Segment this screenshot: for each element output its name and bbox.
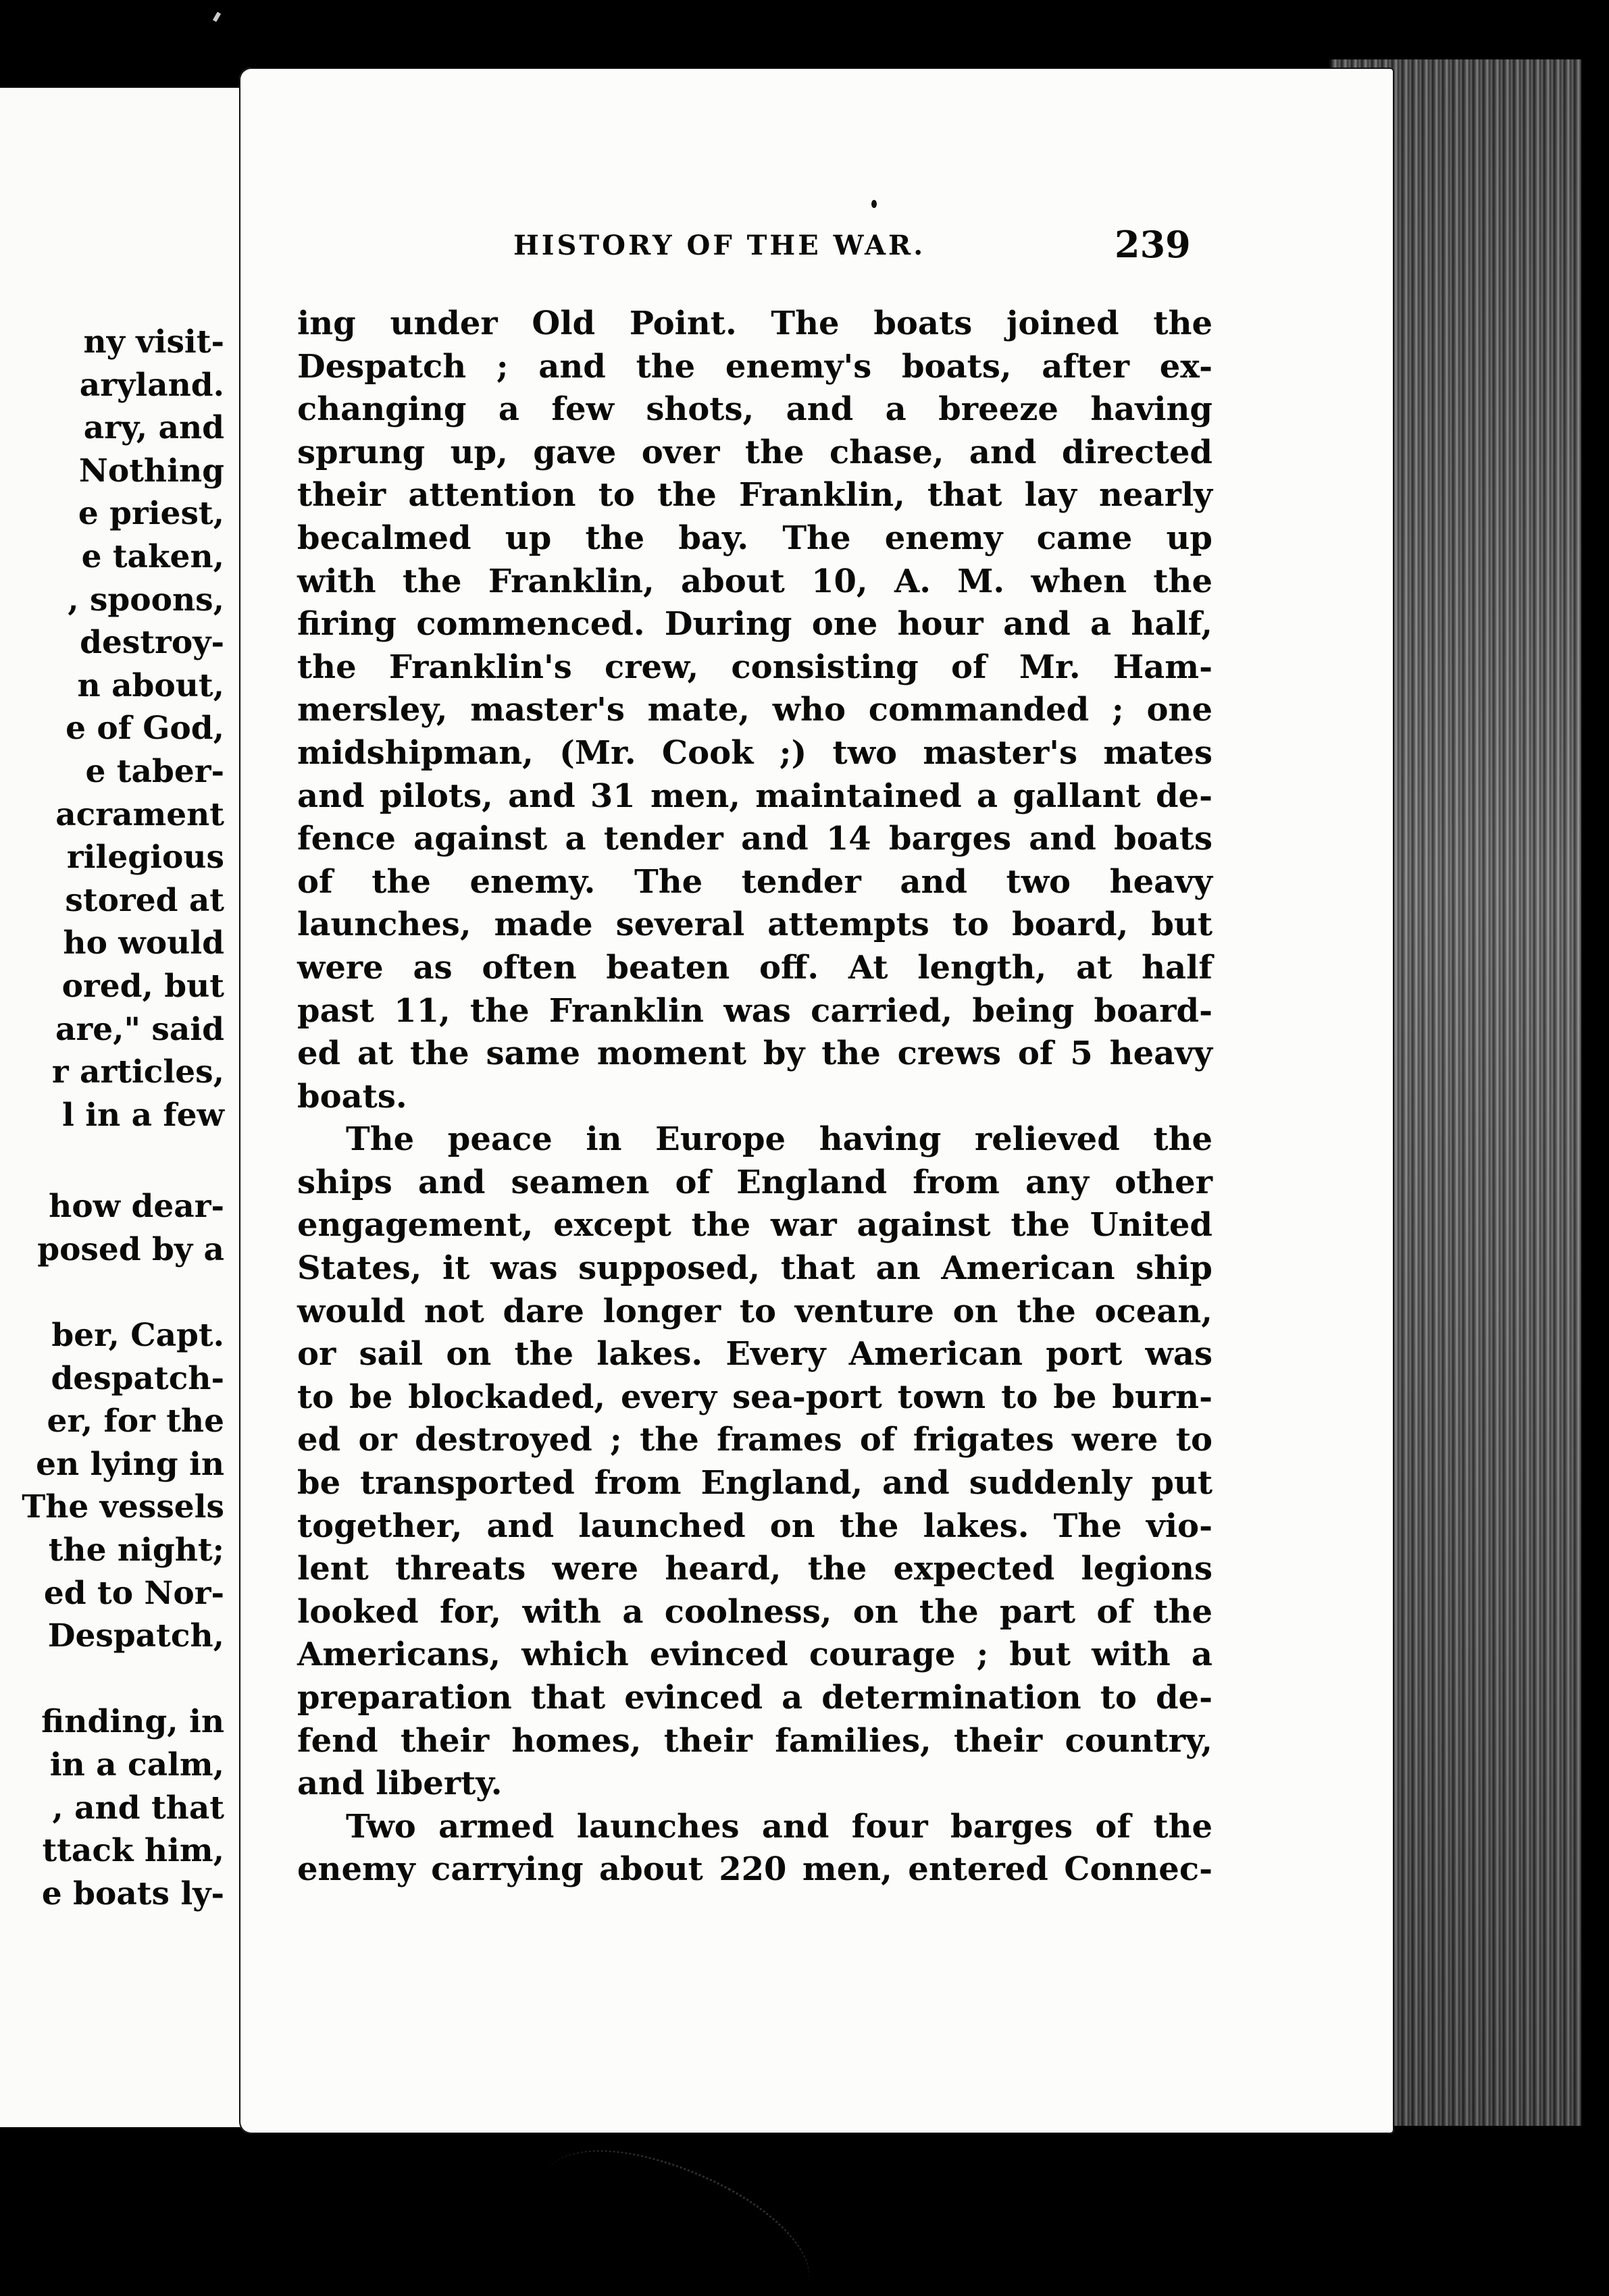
left-line: stored at — [65, 881, 224, 919]
text-line: boats. — [297, 1077, 407, 1116]
text-line: the Franklin's crew, consisting of Mr. Ham- — [297, 648, 1212, 686]
left-line — [0, 1271, 224, 1314]
left-line: rilegious — [66, 839, 224, 877]
left-line: posed by a — [37, 1230, 224, 1268]
left-line: are," said — [55, 1010, 224, 1048]
left-line: l in a few — [61, 1096, 224, 1134]
text-line: or sail on the lakes. Every American port was — [297, 1335, 1212, 1374]
text-line: of the enemy. The tender and two heavy — [297, 862, 1212, 901]
text-line: ing under Old Point. The boats joined the — [297, 305, 1212, 342]
left-line: ho would — [63, 924, 224, 962]
text-line: looked for, with a coolness, on the part of the — [297, 1592, 1212, 1631]
left-line: r articles, — [51, 1053, 224, 1091]
text-line: changing a few shots, and a breeze having — [297, 390, 1212, 429]
left-line: ored, but — [61, 967, 224, 1005]
text-line: enemy carrying about 220 men, entered Connec- — [297, 1850, 1212, 1889]
text-line: mersley, master's mate, who commanded ; one — [297, 691, 1212, 729]
left-facing-page — [0, 88, 246, 2127]
left-line: the night; — [48, 1532, 224, 1569]
running-head: HISTORY OF THE WAR. — [513, 230, 926, 261]
left-line: ttack him, — [42, 1832, 224, 1870]
left-line: Nothing — [78, 452, 224, 490]
left-line: ed to Nor- — [43, 1574, 224, 1612]
left-line: e of God, — [66, 710, 224, 748]
text-line: and liberty. — [297, 1765, 503, 1803]
text-line: past 11, the Franklin was carried, being board- — [297, 991, 1212, 1030]
left-line: Despatch, — [47, 1617, 224, 1655]
left-line: e priest, — [78, 495, 224, 533]
text-line: be transported from England, and suddenly put — [297, 1464, 1212, 1503]
text-line: lent threats were heard, the expected legions — [297, 1550, 1212, 1588]
left-line: finding, in — [41, 1703, 224, 1741]
text-line: ed at the same moment by the crews of 5 heavy — [297, 1035, 1212, 1073]
text-line: engagement, except the war against the United — [297, 1206, 1212, 1245]
left-line: acrament — [55, 795, 224, 833]
text-line: their attention to the Franklin, that lay nearly — [297, 476, 1212, 515]
left-line: n about, — [77, 667, 224, 704]
left-line: destroy- — [80, 624, 224, 662]
left-page-text — [0, 321, 224, 1915]
text-line: fence against a tender and 14 barges and boats — [297, 820, 1212, 858]
text-line: fend their homes, their families, their country, — [297, 1721, 1212, 1760]
left-line: en lying in — [36, 1445, 224, 1483]
text-line: Despatch ; and the enemy's boats, after ex- — [297, 347, 1212, 386]
left-line: despatch- — [51, 1359, 224, 1397]
page-body-text — [297, 303, 1212, 1891]
page-number: 239 — [1115, 223, 1191, 266]
text-line: becalmed up the bay. The enemy came up — [297, 519, 1212, 557]
text-line: with the Franklin, about 10, A. M. when the — [297, 562, 1212, 600]
text-line: ed or destroyed ; the frames of frigates were to — [297, 1421, 1212, 1459]
text-line: midshipman, (Mr. Cook ;) two master's mates — [297, 733, 1212, 772]
left-line: , spoons, — [68, 581, 224, 619]
left-line: e boats ly- — [41, 1875, 224, 1912]
text-line: Americans, which evinced courage ; but with a — [297, 1636, 1212, 1674]
left-line: er, for the — [47, 1403, 224, 1440]
text-line: States, it was supposed, that an American ship — [297, 1249, 1212, 1288]
text-line: together, and launched on the lakes. The vio- — [297, 1507, 1212, 1545]
left-line: ber, Capt. — [51, 1317, 224, 1355]
text-line: firing commenced. During one hour and a half, — [297, 605, 1212, 644]
left-line — [0, 1658, 224, 1701]
text-line: would not dare longer to venture on the ocean, — [297, 1292, 1212, 1330]
left-line: e taber- — [85, 752, 224, 790]
text-line: and pilots, and 31 men, maintained a gallant de- — [297, 777, 1212, 815]
text-line: were as often beaten off. At length, at half — [297, 948, 1212, 987]
ink-dot — [871, 200, 877, 208]
left-line: ary, and — [83, 409, 224, 447]
scan-artifact — [521, 2108, 830, 2296]
scan-mark — [213, 11, 221, 22]
left-line: aryland. — [79, 366, 224, 404]
text-line: to be blockaded, every sea-port town to be burn- — [297, 1378, 1212, 1416]
left-line: in a calm, — [49, 1746, 224, 1783]
text-line: preparation that evinced a determination to de- — [297, 1679, 1212, 1717]
text-line: launches, made several attempts to board, but — [297, 906, 1212, 944]
left-line: The vessels — [22, 1488, 224, 1526]
left-line: ny visit- — [83, 323, 224, 361]
paragraph-first-line: Two armed launches and four barges of the — [346, 1807, 1212, 1846]
left-line: , and that — [52, 1789, 224, 1827]
text-line: ships and seamen of England from any other — [297, 1163, 1212, 1201]
text-line: sprung up, gave over the chase, and directed — [297, 433, 1212, 471]
paragraph-first-line: The peace in Europe having relieved the — [346, 1120, 1212, 1159]
left-line: how dear- — [49, 1188, 224, 1226]
left-line: e taken, — [81, 538, 224, 575]
